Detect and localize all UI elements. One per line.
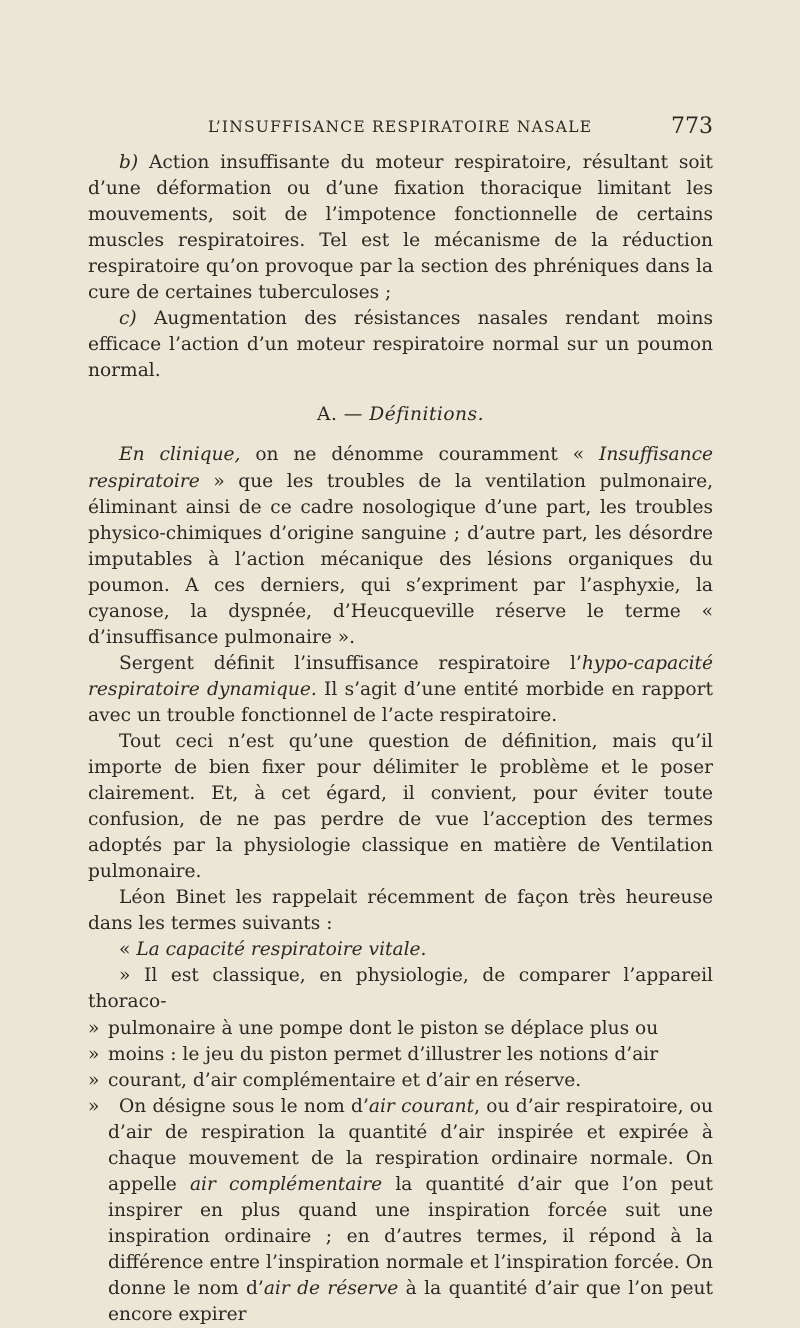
quote-text: la quantité d’air que l’on peut inspirer en plus quand une inspiration forcée suit une inspiration ordinaire ; en d’autres termes, il répond à la différence entre l’inspiration normale et l’inspiration forcée. On donne le nom d’ — [108, 1173, 714, 1299]
section-heading — [88, 402, 713, 428]
term-italic: air courant — [368, 1095, 475, 1117]
page-number: 773 — [671, 114, 713, 139]
item-text-b: Action insuffisante du moteur respiratoire, résultant soit d’une déformation ou d’une fixation thoracique limitant les mouvements, soit de l’impotence fonctionnelle de certains muscles respiratoires. Tel est le mécanisme de la réduction respiratoire qu’on provoque par la section des phréniques dans la cure de certaines tuberculoses ; — [88, 152, 713, 304]
quote-text: Il est classique, en physiologie, de comparer l’appareil thoraco- — [88, 965, 713, 1013]
guillemet-open: « — [119, 939, 131, 961]
quote-title-line — [88, 937, 713, 963]
body-text — [88, 150, 713, 1328]
paragraph-clinique — [88, 442, 713, 650]
paragraph-text: Il s’agit d’une entité morbide en rapport avec un trouble fonctionnel de l’acte respiratoire. — [88, 678, 713, 726]
quote-line — [88, 963, 713, 1015]
paragraph-text: on ne dénomme couramment « — [240, 444, 600, 466]
item-text-c: Augmentation des résistances nasales rendant moins efficace l’action d’un moteur respiratoire normal sur un poumon normal. — [88, 308, 713, 382]
quote-line — [88, 1068, 713, 1094]
quote-text: On désigne sous le nom d’ — [119, 1095, 369, 1117]
term-italic: air de réserve — [263, 1277, 399, 1299]
running-head — [88, 114, 713, 140]
guillemet-marker: » — [88, 1017, 100, 1039]
term-italic: air complémentaire — [189, 1173, 383, 1195]
guillemet-marker: » — [119, 965, 131, 987]
quote-line — [88, 1042, 713, 1068]
paragraph-item-b — [88, 150, 713, 306]
quote-text: pulmonaire à une pompe dont le piston se déplace plus ou — [108, 1017, 659, 1039]
guillemet-marker: » — [88, 1069, 100, 1091]
running-head-title: L’INSUFFISANCE RESPIRATOIRE NASALE — [208, 118, 593, 136]
paragraph-definition: Tout ceci n’est qu’une question de définition, mais qu’il importe de bien fixer pour délimiter le problème et le poser clairement. Et, à cet égard, il convient, pour éviter toute confusion, de ne pas perdre de vue l’acception des termes adoptés par la physiologie classique en matière de Ventilation pulmonaire. — [88, 730, 713, 883]
section-prefix: A. — — [317, 404, 370, 426]
quote-text: à la quantité d’air que l’on peut encore expirer — [108, 1277, 713, 1326]
quote-text: , ou d’air respiratoire, ou d’air de respiration la quantité d’air inspirée et expirée à chaque mouvement de la respiration ordinaire normale. On appelle — [108, 1095, 713, 1195]
quote-text: moins : le jeu du piston permet d’illustrer les notions d’air — [108, 1043, 659, 1065]
quote-line — [88, 1016, 713, 1042]
paragraph-text: Sergent définit l’insuffisance respiratoire l’ — [119, 652, 582, 674]
guillemet-marker: » — [88, 1043, 100, 1065]
item-label-b: b) — [119, 152, 139, 173]
paragraph-lead: En clinique, — [119, 444, 241, 466]
term-italic: hypo-capacité respiratoire dynamique. — [88, 652, 713, 700]
section-title: Définitions. — [369, 404, 484, 426]
quote-text: courant, d’air complémentaire et d’air en réserve. — [108, 1069, 582, 1091]
paragraph-text: » que les troubles de la ventilation pulmonaire, éliminant ainsi de ce cadre nosologique d’une part, les troubles physico-chimiques d’origine sanguine ; d’autre part, les désordre imputables à l’action mécanique des lésions organiques du poumon. A ces derniers, qui s’expriment par l’asphyxie, la cyanose, la dyspnée, d’Heucqueville réserve le terme « d’insuffisance pulmonaire ». — [88, 470, 713, 648]
term-italic: Insuffisance respiratoire — [88, 444, 713, 492]
quote-paragraph-air — [88, 1094, 713, 1328]
paragraph-item-c — [88, 306, 713, 384]
guillemet-marker: » — [88, 1095, 100, 1117]
quote-title: La capacité respiratoire vitale. — [136, 939, 427, 961]
paragraph-binet: Léon Binet les rappelait récemment de façon très heureuse dans les termes suivants : — [88, 887, 713, 935]
item-label-c: c) — [119, 308, 137, 330]
paragraph-sergent — [88, 651, 713, 729]
